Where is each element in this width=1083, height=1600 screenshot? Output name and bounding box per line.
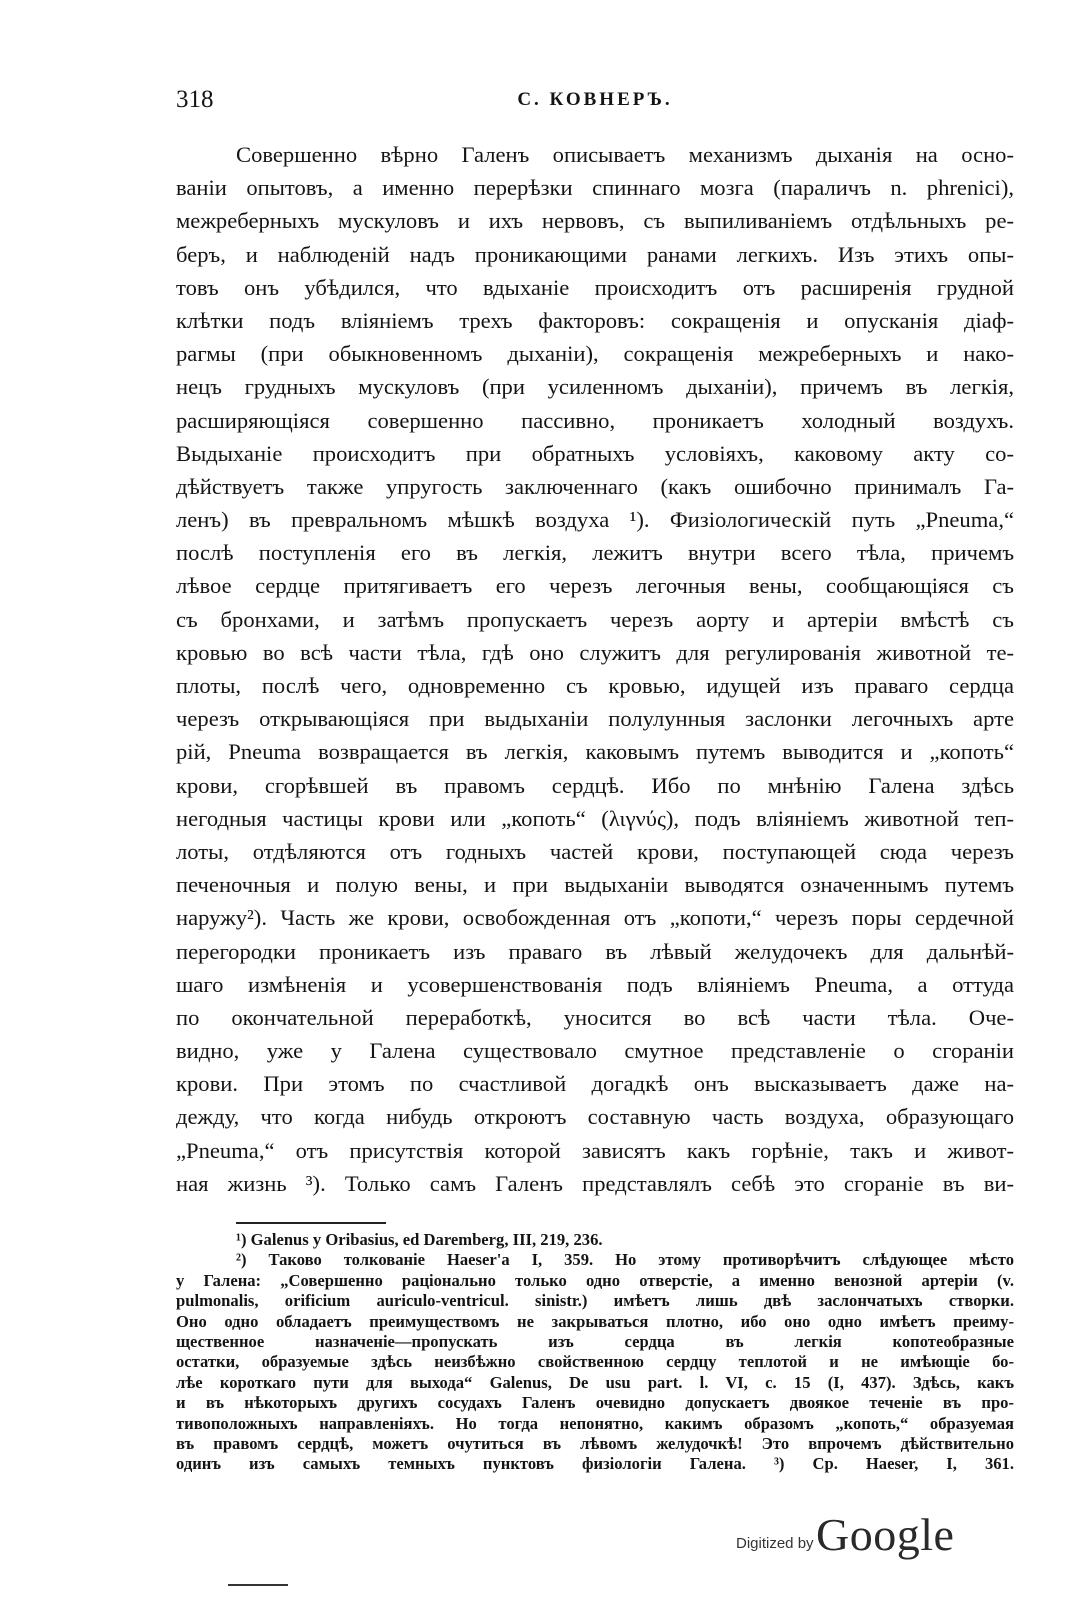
text-line: негодныя частицы крови или „копоть“ (λιγνύς), подъ вліяніемъ животной теп-	[176, 805, 1014, 831]
text-line: лѣвое сердце притягиваетъ его черезъ легочныя вены, сообщающіяся съ	[176, 573, 1014, 599]
text-line: дѣйствуетъ также упругость заключеннаго (какъ ошибочно принималъ Га-	[176, 473, 1014, 499]
text-line: послѣ поступленія его въ легкія, лежитъ внутри всего тѣла, причемъ	[176, 540, 1014, 566]
footnote-line: въ правомъ сердцѣ, можетъ очутиться въ лѣвомъ желудочкѣ! Это впрочемъ дѣйствительно	[176, 1433, 1014, 1453]
text-line: рій, Pneuma возвращается въ легкія, каковымъ путемъ выводится и „копоть“	[176, 739, 1014, 765]
page-bottom-mark	[228, 1584, 288, 1586]
text-line: товъ онъ убѣдился, что вдыханіе происходитъ отъ расширенія грудной	[176, 274, 1014, 300]
text-line: ваніи опытовъ, а именно перерѣзки спиннаго мозга (параличъ n. phrenici),	[176, 175, 1014, 201]
text-line: клѣтки подъ вліяніемъ трехъ факторовъ: сокращенія и опусканія діаф-	[176, 307, 1014, 333]
main-text	[176, 138, 1014, 1200]
running-head: С. КОВНЕРЪ.	[517, 89, 673, 110]
footnote-line: Оно одно обладаетъ преимуществомъ не закрываться плотно, ибо оно одно имѣетъ преиму-	[176, 1311, 1014, 1331]
footnote-line: лѣе короткаго пути для выхода“ Galenus, De usu part. l. VI, c. 15 (I, 437). Здѣсь, какъ	[176, 1372, 1014, 1392]
footnote-line: ²) Таково толкованіе Haeser'a I, 359. Но этому противорѣчитъ слѣдующее мѣсто	[236, 1250, 1014, 1270]
watermark-prefix: Digitized by	[736, 1535, 814, 1552]
footnotes	[176, 1230, 1014, 1475]
text-line: дежду, что когда нибудь откроютъ составную часть воздуха, образующаго	[176, 1104, 1014, 1130]
google-logo: Google	[816, 1509, 955, 1560]
text-line: крови. При этомъ по счастливой догадкѣ онъ высказываетъ даже на-	[176, 1071, 1014, 1097]
footnote-line: одинъ изъ самыхъ темныхъ пунктовъ физіологіи Галена. ³) Ср. Haeser, I, 361.	[176, 1454, 1014, 1474]
text-line: съ бронхами, и затѣмъ пропускаетъ черезъ аорту и артеріи вмѣстѣ съ	[176, 606, 1014, 632]
text-line: лоты, отдѣляются отъ годныхъ частей крови, поступающей сюда черезъ	[176, 838, 1014, 864]
text-line: по окончательной переработкѣ, уносится во всѣ части тѣла. Оче-	[176, 1004, 1014, 1030]
text-line: перегородки проникаетъ изъ праваго въ лѣвый желудочекъ для дальнѣй-	[176, 938, 1014, 964]
text-line: шаго измѣненія и усовершенствованія подъ вліяніемъ Pneuma, а оттуда	[176, 971, 1014, 997]
text-line: печеночныя и полую вены, и при выдыханіи выводятся означеннымъ путемъ	[176, 872, 1014, 898]
footnote-separator	[236, 1222, 386, 1224]
digitized-watermark	[736, 1508, 996, 1568]
footnote-line: у Галена: „Совершенно раціонально только одно отверстіе, а именно венозной артеріи (v.	[176, 1270, 1014, 1290]
text-line: ленъ) въ превральномъ мѣшкѣ воздуха ¹). Физіологическій путь „Pneuma,“	[176, 507, 1014, 533]
text-line: нецъ грудныхъ мускуловъ (при усиленномъ дыханіи), причемъ въ легкія,	[176, 374, 1014, 400]
text-line: рагмы (при обыкновенномъ дыханіи), сокращенія межреберныхъ и нако-	[176, 341, 1014, 367]
text-line: ная жизнь ³). Только самъ Галенъ представлялъ себѣ это сгораніе въ ви-	[176, 1170, 1014, 1196]
text-line: кровью во всѣ части тѣла, гдѣ оно служитъ для регулированія животной те-	[176, 639, 1014, 665]
footnote-line: щественное назначеніе—пропускать изъ сердца въ легкія копотеобразные	[176, 1331, 1014, 1351]
text-line: видно, уже у Галена существовало смутное представленіе о сгораніи	[176, 1038, 1014, 1064]
text-line: „Pneuma,“ отъ присутствія которой зависятъ какъ горѣніе, такъ и живот-	[176, 1137, 1014, 1163]
page-number: 318	[176, 86, 214, 113]
text-line: беръ, и наблюденій надъ проникающими ранами легкихъ. Изъ этихъ опы-	[176, 241, 1014, 267]
text-line: Выдыханіе происходитъ при обратныхъ условіяхъ, каковому акту со-	[176, 440, 1014, 466]
footnote-line: pulmonalis, orificium auriculo-ventricul. sinistr.) имѣетъ лишь двѣ заслончатыхъ створки.	[176, 1291, 1014, 1311]
page-header	[176, 86, 1014, 122]
text-line: наружу²). Часть же крови, освобожденная отъ „копоти,“ черезъ поры сердечной	[176, 905, 1014, 931]
text-line: крови, сгорѣвшей въ правомъ сердцѣ. Ибо по мнѣнію Галена здѣсь	[176, 772, 1014, 798]
text-line: расширяющіяся совершенно пассивно, проникаетъ холодный воздухъ.	[176, 407, 1014, 433]
text-line: Совершенно вѣрно Галенъ описываетъ механизмъ дыханія на осно-	[236, 142, 1014, 167]
footnote-line: и въ нѣкоторыхъ другихъ сосудахъ Галенъ очевидно допускаетъ двоякое теченіе въ про-	[176, 1393, 1014, 1413]
text-line: плоты, послѣ чего, одновременно съ кровью, идущей изъ праваго сердца	[176, 673, 1014, 698]
text-line: межреберныхъ мускуловъ и ихъ нервовъ, съ выпиливаніемъ отдѣльныхъ ре-	[176, 208, 1014, 234]
footnote-line: остатки, образуемые здѣсь неизбѣжно свойственною сердцу теплотой и не имѣющіе бо-	[176, 1352, 1014, 1372]
footnote-line: ¹) Galenus y Oribasius, ed Daremberg, III, 219, 236.	[236, 1230, 603, 1249]
text-line: черезъ открывающіяся при выдыханіи полулунныя заслонки легочныхъ арте	[176, 706, 1014, 732]
footnote-line: тивоположныхъ направленіяхъ. Но тогда непонятно, какимъ образомъ „копоть,“ образуемая	[176, 1413, 1014, 1433]
